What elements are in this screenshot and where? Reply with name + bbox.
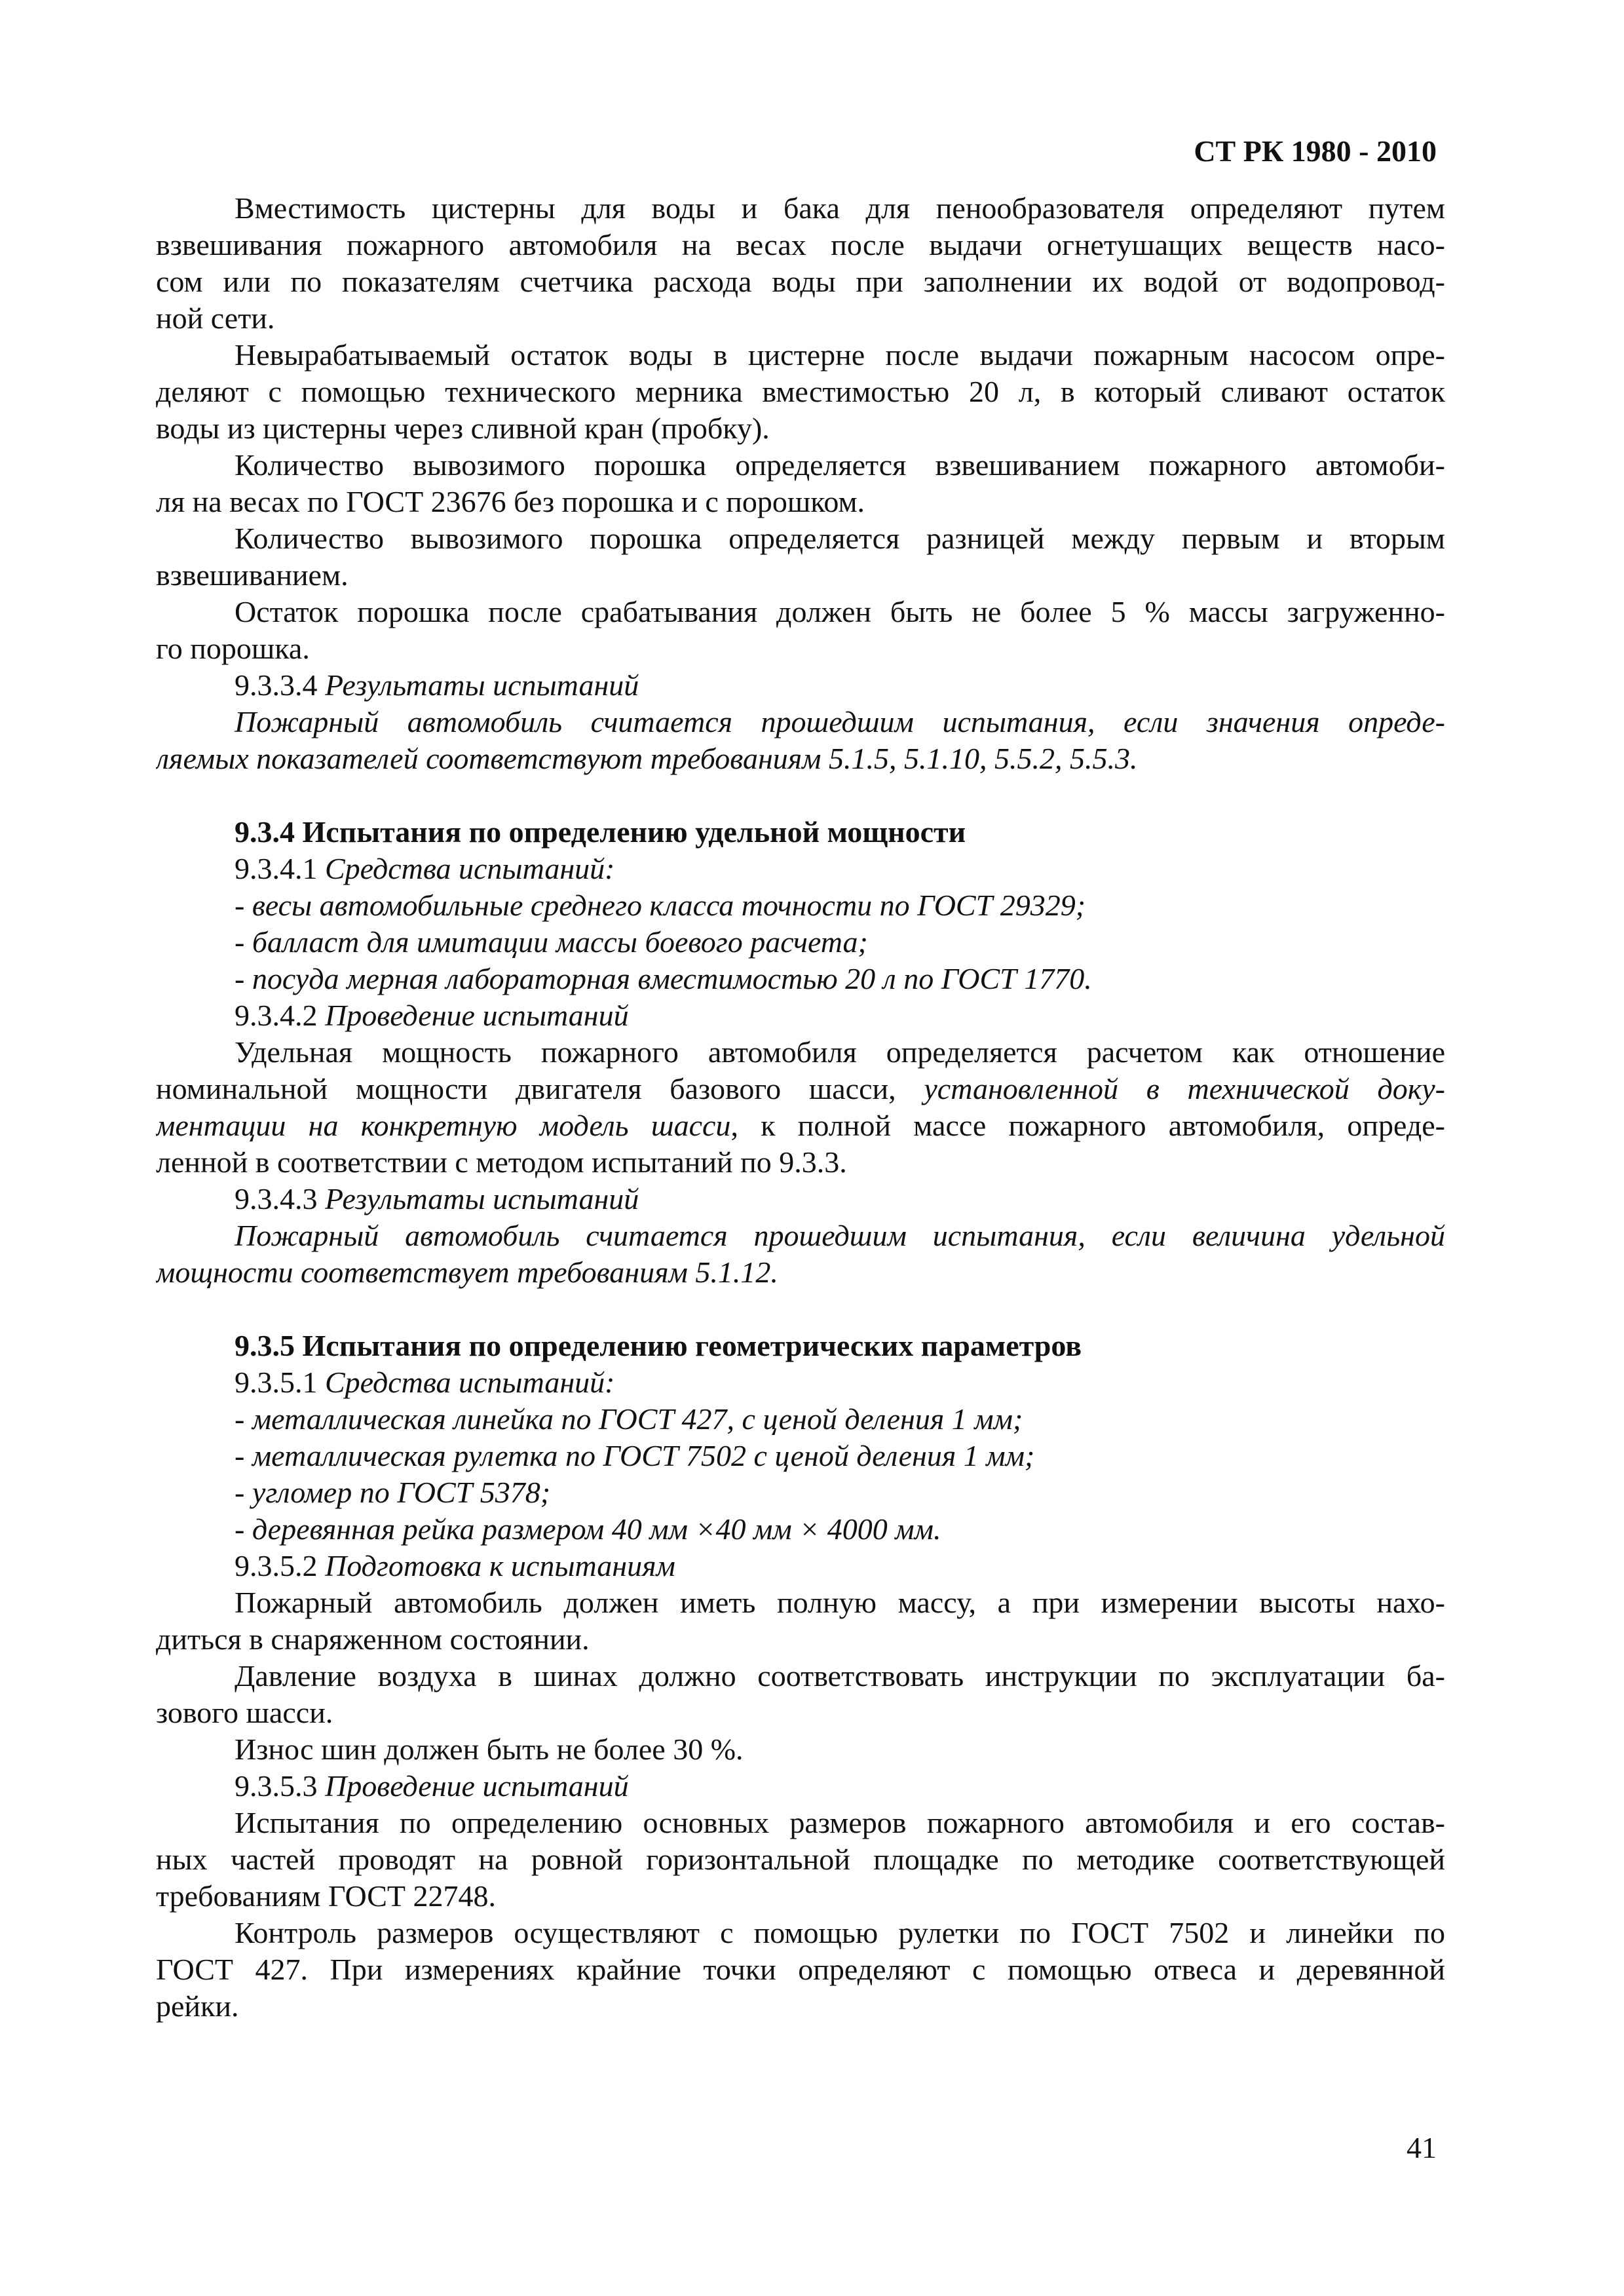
paragraph-line: рейки.: [156, 1989, 239, 2023]
paragraph-line: диться в снаряженном состоянии.: [156, 1622, 590, 1656]
subsection-title: Результаты испытаний: [325, 1182, 639, 1215]
text-run-italic: ментации на конкретную модель шасси: [156, 1109, 731, 1142]
paragraph-line: зового шасси.: [156, 1696, 333, 1729]
list-item: - деревянная рейка размером 40 мм ×40 мм × 4000 мм.: [235, 1512, 941, 1546]
text-run: , к полной массе пожарного автомобиля, опреде-: [730, 1109, 1445, 1142]
paragraph-line: Износ шин должен быть не более 30 %.: [235, 1732, 744, 1766]
text-run-italic: установленной в технической доку-: [924, 1072, 1445, 1105]
paragraph-line: требованиям ГОСТ 22748.: [156, 1879, 497, 1913]
section-gap: [156, 777, 1445, 814]
subsection-number: 9.3.5.2: [235, 1549, 325, 1582]
paragraph-line: го порошка.: [156, 632, 310, 665]
paragraph-line: Контроль размеров осуществляют с помощью рулетки по ГОСТ 7502 и линейки по: [235, 1916, 1445, 1949]
body-text: [156, 190, 1445, 2025]
paragraph-line: Пожарный автомобиль должен иметь полную массу, а при измерении высоты нахо-: [235, 1586, 1445, 1619]
subsection-heading: [156, 1181, 1445, 1217]
paragraph-line: ных частей проводят на ровной горизонтальной площадке по методике соответствующей: [156, 1843, 1445, 1876]
paragraph-line: Давление воздуха в шинах должно соответствовать инструкции по эксплуатации ба-: [235, 1659, 1445, 1693]
paragraph-line: ля на весах по ГОСТ 23676 без порошка и с порошком.: [156, 485, 865, 518]
paragraph-line: Остаток порошка после срабатывания должен быть не более 5 % массы загруженно-: [235, 595, 1445, 628]
subsection-title: Проведение испытаний: [325, 999, 629, 1032]
subsection-heading: [156, 1364, 1445, 1401]
page-number: 41: [1407, 2131, 1437, 2164]
section-heading: 9.3.5 Испытания по определению геометрических параметров: [235, 1329, 1082, 1362]
paragraph-line: Удельная мощность пожарного автомобиля определяется расчетом как отношение: [235, 1035, 1445, 1069]
list-item: - балласт для имитации массы боевого расчета;: [235, 925, 868, 959]
subsection-number: 9.3.3.4: [235, 668, 325, 702]
paragraph-line: Испытания по определению основных размеров пожарного автомобиля и его состав-: [235, 1806, 1445, 1839]
subsection-title: Результаты испытаний: [325, 668, 639, 702]
list-item: - весы автомобильные среднего класса точности по ГОСТ 29329;: [235, 889, 1086, 922]
paragraph-line: воды из цистерны через сливной кран (пробку).: [156, 411, 770, 445]
subsection-number: 9.3.4.1: [235, 852, 325, 885]
standard-code-header: СТ РК 1980 - 2010: [1194, 134, 1437, 168]
paragraph-line: Пожарный автомобиль считается прошедшим испытания, если значения опреде-: [235, 705, 1445, 738]
paragraph-line: мощности соответствует требованиям 5.1.12.: [156, 1255, 778, 1289]
list-item: - посуда мерная лабораторная вместимостью 20 л по ГОСТ 1770.: [235, 962, 1092, 995]
paragraph-line: [156, 1071, 1445, 1107]
subsection-number: 9.3.4.2: [235, 999, 325, 1032]
subsection-title: Подготовка к испытаниям: [325, 1549, 675, 1582]
paragraph-line: ленной в соответствии с методом испытаний по 9.3.3.: [156, 1145, 847, 1179]
list-item: - угломер по ГОСТ 5378;: [235, 1476, 551, 1509]
paragraph-line: [156, 1107, 1445, 1144]
paragraph-line: Количество вывозимого порошка определяется взвешиванием пожарного автомоби-: [235, 448, 1445, 482]
paragraph-line: деляют с помощью технического мерника вместимостью 20 л, в который сливают остаток: [156, 375, 1445, 408]
paragraph-line: ляемых показателей соответствуют требованиям 5.1.5, 5.1.10, 5.5.2, 5.5.3.: [156, 742, 1138, 775]
paragraph-line: ГОСТ 427. При измерениях крайние точки определяют с помощью отвеса и деревянной: [156, 1953, 1445, 1986]
paragraph-line: сом или по показателям счетчика расхода воды при заполнении их водой от водопровод-: [156, 265, 1445, 298]
subsection-title: Проведение испытаний: [325, 1769, 629, 1803]
section-gap: [156, 1291, 1445, 1328]
subsection-number: 9.3.4.3: [235, 1182, 325, 1215]
subsection-number: 9.3.5.3: [235, 1769, 325, 1803]
subsection-title: Средства испытаний:: [325, 852, 615, 885]
text-run: номинальной мощности двигателя базового шасси,: [156, 1072, 924, 1105]
paragraph-line: взвешивания пожарного автомобиля на весах после выдачи огнетушащих веществ насо-: [156, 228, 1445, 261]
subsection-heading: [156, 851, 1445, 887]
subsection-heading: [156, 997, 1445, 1034]
paragraph-line: ной сети.: [156, 301, 275, 335]
list-item: - металлическая рулетка по ГОСТ 7502 с ценой деления 1 мм;: [235, 1439, 1035, 1472]
paragraph-line: взвешиванием.: [156, 558, 349, 592]
paragraph-line: Пожарный автомобиль считается прошедшим испытания, если величина удельной: [235, 1219, 1445, 1252]
paragraph-line: Невырабатываемый остаток воды в цистерне после выдачи пожарным насосом опре-: [235, 338, 1445, 372]
subsection-number: 9.3.5.1: [235, 1366, 325, 1399]
paragraph-line: Вместимость цистерны для воды и бака для пенообразователя определяют путем: [235, 191, 1445, 225]
subsection-heading: [156, 1548, 1445, 1584]
subsection-heading: [156, 1768, 1445, 1805]
subsection-heading: [156, 667, 1445, 704]
subsection-title: Средства испытаний:: [325, 1366, 615, 1399]
paragraph-line: Количество вывозимого порошка определяется разницей между первым и вторым: [235, 522, 1445, 555]
section-heading: 9.3.4 Испытания по определению удельной мощности: [235, 815, 966, 849]
list-item: - металлическая линейка по ГОСТ 427, с ценой деления 1 мм;: [235, 1402, 1023, 1436]
